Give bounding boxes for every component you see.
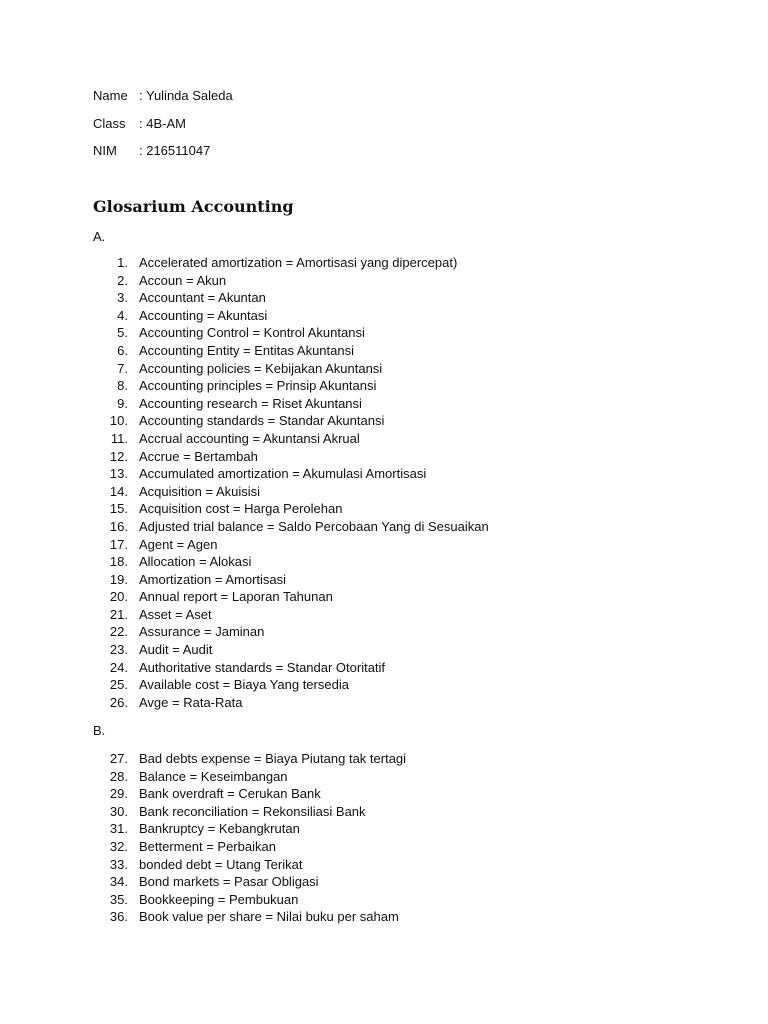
class-field [93, 116, 186, 132]
list-item: 7. Accounting policies = Kebijakan Akuntansi [117, 360, 383, 376]
list-item: 21. Asset = Aset [109, 606, 212, 622]
name-value: : Yulinda Saleda [139, 88, 233, 103]
list-item: 17. Agent = Agen [109, 536, 218, 552]
list-item: 8. Accounting principles = Prinsip Akuntansi [117, 378, 377, 394]
list-item: 20. Annual report = Laporan Tahunan [109, 589, 333, 605]
list-item: 32. Betterment = Perbaikan [109, 838, 276, 854]
list-item: 4. Accounting = Akuntasi [117, 307, 268, 323]
list-item: 11. Accrual accounting = Akuntansi Akrual [110, 430, 360, 446]
name-label: Name [93, 88, 128, 103]
nim-value: : 216511047 [139, 143, 211, 158]
list-item: 14. Acquisition = Akuisisi [109, 483, 261, 499]
class-label: Class [93, 116, 126, 131]
list-item: 6. Accounting Entity = Entitas Akuntansi [117, 342, 354, 358]
list-item: 34. Bond markets = Pasar Obligasi [109, 874, 319, 890]
list-item: 31. Bankruptcy = Kebangkrutan [109, 821, 300, 837]
list-item: 30. Bank reconciliation = Rekonsiliasi Bank [109, 803, 366, 819]
name-field [93, 88, 233, 104]
list-item: 29. Bank overdraft = Cerukan Bank [109, 786, 321, 802]
section-letter-b: B. [93, 723, 106, 738]
section-letter-a: A. [93, 229, 106, 244]
list-item: 26. Avge = Rata-Rata [109, 694, 243, 710]
list-item: 28. Balance = Keseimbangan [109, 768, 288, 784]
nim-label: NIM [93, 143, 117, 158]
list-item: 19. Amortization = Amortisasi [109, 571, 287, 587]
list-item: 36. Book value per share = Nilai buku per saham [109, 909, 399, 925]
list-item: 18. Allocation = Alokasi [109, 554, 252, 570]
list-item: 16. Adjusted trial balance = Saldo Percobaan Yang di Sesuaikan [109, 518, 489, 534]
list-item: 3. Accountant = Akuntan [117, 290, 266, 306]
list-item: 27. Bad debts expense = Biaya Piutang tak tertagi [109, 751, 407, 766]
list-item: 33. bonded debt = Utang Terikat [109, 856, 303, 872]
list-item: 1. Accelerated amortization = Amortisasi yang dipercepat) [117, 255, 458, 270]
list-item: 10. Accounting standards = Standar Akuntansi [109, 413, 385, 429]
list-item: 25. Available cost = Biaya Yang tersedia [109, 677, 349, 693]
list-item: 5. Accounting Control = Kontrol Akuntansi [117, 325, 365, 341]
list-item: 22. Assurance = Jaminan [109, 624, 265, 640]
list-item: 35. Bookkeeping = Pembukuan [109, 891, 299, 907]
list-item: 13. Accumulated amortization = Akumulasi Amortisasi [109, 466, 427, 482]
list-item: 23. Audit = Audit [109, 642, 213, 658]
list-item: 9. Accounting research = Riset Akuntansi [117, 395, 362, 411]
nim-field [93, 143, 210, 159]
list-item: 15. Acquisition cost = Harga Perolehan [109, 501, 343, 517]
list-item: 12. Accrue = Bertambah [109, 448, 258, 464]
class-value: : 4B-AM [139, 116, 186, 131]
term-list-a [93, 254, 489, 711]
list-item: 2. Accoun = Akun [117, 272, 227, 288]
list-item: 24. Authoritative standards = Standar Otoritatif [109, 659, 386, 675]
term-list-b [93, 750, 406, 926]
page-title: Glosarium Accounting [93, 197, 294, 216]
